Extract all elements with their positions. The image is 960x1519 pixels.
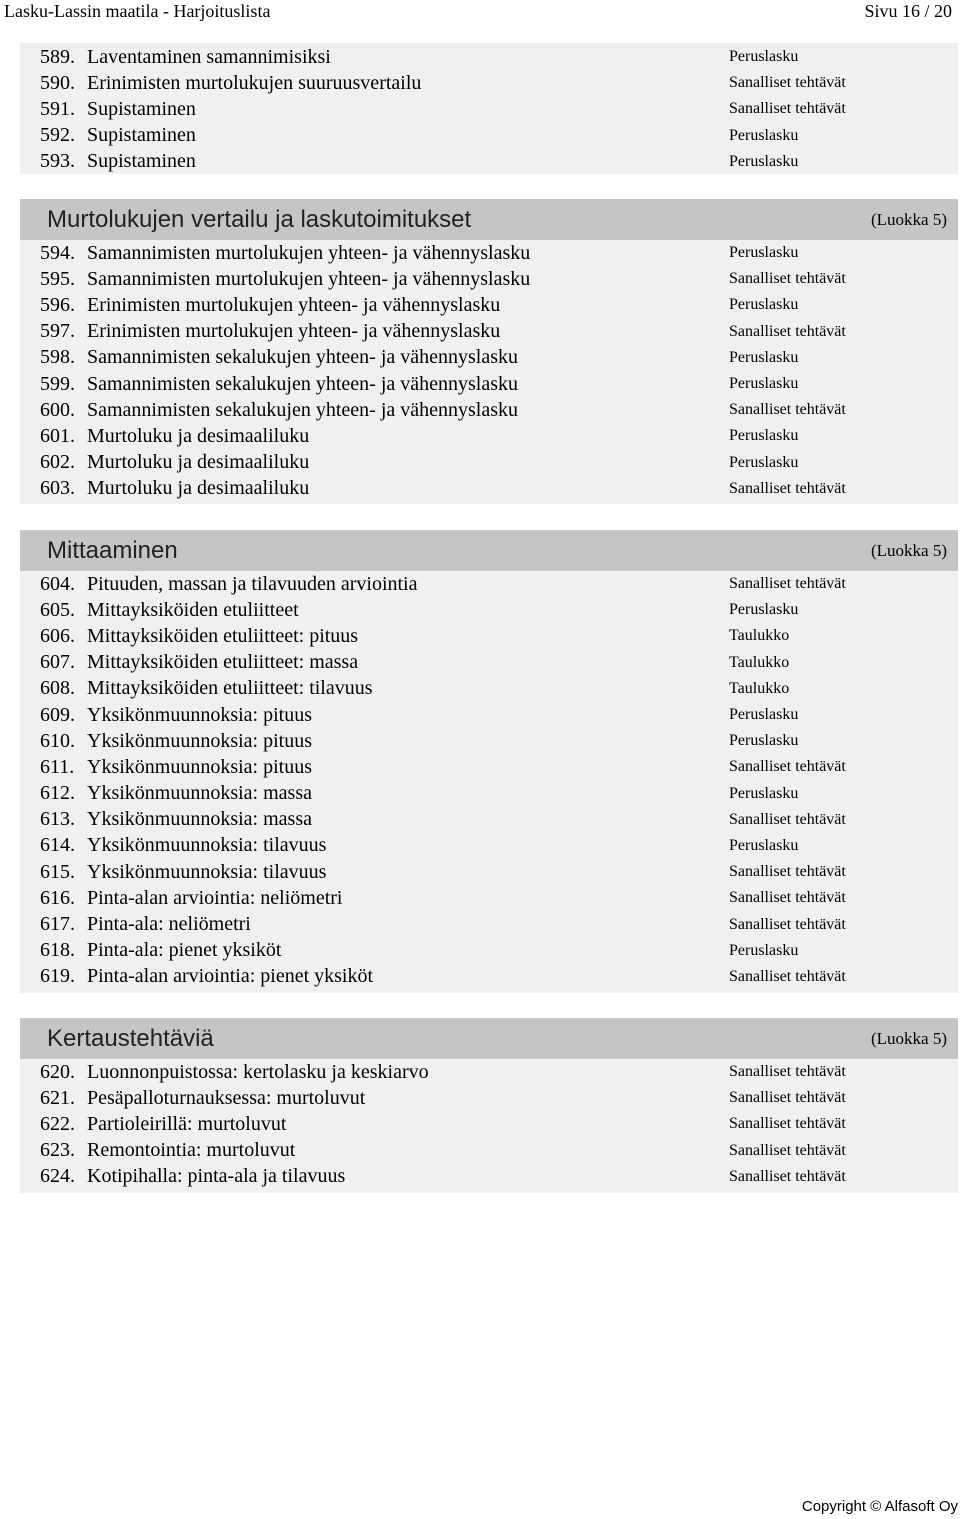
exercise-type: Sanalliset tehtävät (729, 401, 846, 419)
exercise-row[interactable] (20, 676, 958, 702)
page-header (4, 0, 952, 22)
exercise-type: Sanalliset tehtävät (729, 1141, 846, 1159)
exercise-number: 608. (40, 677, 75, 700)
exercise-title: Pesäpalloturnauksessa: murtoluvut (87, 1086, 366, 1109)
exercise-number: 612. (40, 782, 75, 805)
exercise-title: Murtoluku ja desimaaliluku (87, 424, 310, 447)
exercise-title: Samannimisten murtolukujen yhteen- ja vähennyslasku (87, 241, 531, 264)
exercise-title: Erinimisten murtolukujen yhteen- ja vähennyslasku (87, 293, 501, 316)
exercise-row[interactable] (20, 728, 958, 754)
exercise-row[interactable] (20, 476, 958, 502)
exercise-type: Peruslasku (729, 126, 799, 144)
exercise-type: Sanalliset tehtävät (729, 575, 846, 593)
exercise-title: Mittayksiköiden etuliitteet: massa (87, 651, 359, 674)
exercise-title: Supistaminen (87, 124, 196, 147)
document-title: Lasku-Lassin maatila - Harjoituslista (4, 0, 271, 21)
exercise-row[interactable] (20, 1164, 958, 1190)
exercise-title: Samannimisten sekalukujen yhteen- ja vähennyslasku (87, 372, 519, 395)
exercise-title: Remontointia: murtoluvut (87, 1139, 296, 1162)
exercise-type: Taulukko (729, 627, 790, 645)
page-number: Sivu 16 / 20 (864, 0, 952, 21)
exercise-number: 622. (40, 1112, 75, 1135)
exercise-row[interactable] (20, 1111, 958, 1137)
exercise-type: Sanalliset tehtävät (729, 479, 846, 497)
exercise-title: Partioleirillä: murtoluvut (87, 1112, 287, 1135)
exercise-title: Erinimisten murtolukujen suuruusvertailu (87, 71, 422, 94)
exercise-row[interactable] (20, 70, 958, 96)
exercise-number: 591. (40, 97, 75, 120)
exercise-title: Samannimisten sekalukujen yhteen- ja vähennyslasku (87, 346, 519, 369)
exercise-type: Sanalliset tehtävät (729, 863, 846, 881)
exercise-list (20, 1059, 958, 1190)
exercise-row[interactable] (20, 859, 958, 885)
exercise-row[interactable] (20, 96, 958, 122)
exercise-row[interactable] (20, 807, 958, 833)
exercise-type: Sanalliset tehtävät (729, 1167, 846, 1185)
exercise-row[interactable] (20, 702, 958, 728)
exercise-title: Murtoluku ja desimaaliluku (87, 451, 310, 474)
exercise-type: Peruslasku (729, 941, 799, 959)
exercise-number: 603. (40, 477, 75, 500)
exercise-row[interactable] (20, 833, 958, 859)
exercise-row[interactable] (20, 397, 958, 423)
section-header (20, 1018, 958, 1059)
exercise-type: Peruslasku (729, 375, 799, 393)
exercise-title: Mittayksiköiden etuliitteet: tilavuus (87, 677, 373, 700)
exercise-type: Peruslasku (729, 836, 799, 854)
exercise-title: Luonnonpuistossa: kertolasku ja keskiarvo (87, 1060, 429, 1083)
exercise-row[interactable] (20, 240, 958, 266)
exercise-type: Peruslasku (729, 427, 799, 445)
exercise-number: 607. (40, 651, 75, 674)
exercise-type: Peruslasku (729, 453, 799, 471)
section-measurement (20, 530, 958, 993)
exercise-row[interactable] (20, 623, 958, 649)
exercise-type: Peruslasku (729, 348, 799, 366)
exercise-row[interactable] (20, 911, 958, 937)
exercise-number: 615. (40, 860, 75, 883)
exercise-list (20, 43, 958, 175)
section-fractions (20, 199, 958, 504)
exercise-number: 621. (40, 1086, 75, 1109)
exercise-title: Mittayksiköiden etuliitteet: pituus (87, 624, 359, 647)
exercise-title: Mittayksiköiden etuliitteet (87, 598, 299, 621)
exercise-type: Peruslasku (729, 152, 799, 170)
copyright-footer: Copyright © Alfasoft Oy (801, 1498, 958, 1515)
section-grade: (Luokka 5) (870, 1028, 947, 1048)
exercise-type: Sanalliset tehtävät (729, 1089, 846, 1107)
exercise-title: Yksikönmuunnoksia: pituus (87, 729, 313, 752)
exercise-title: Yksikönmuunnoksia: massa (87, 782, 312, 805)
exercise-row[interactable] (20, 650, 958, 676)
exercise-row[interactable] (20, 781, 958, 807)
section-header (20, 530, 958, 571)
exercise-type: Peruslasku (729, 706, 799, 724)
exercise-title: Samannimisten murtolukujen yhteen- ja vähennyslasku (87, 267, 531, 290)
exercise-number: 590. (40, 71, 75, 94)
exercise-number: 592. (40, 124, 75, 147)
exercise-type: Peruslasku (729, 784, 799, 802)
exercise-title: Pinta-ala: pienet yksiköt (87, 939, 282, 962)
section-header (20, 199, 958, 240)
exercise-number: 593. (40, 150, 75, 173)
exercise-title: Yksikönmuunnoksia: tilavuus (87, 834, 327, 857)
exercise-title: Erinimisten murtolukujen yhteen- ja vähennyslasku (87, 320, 501, 343)
exercise-title: Supistaminen (87, 150, 196, 173)
exercise-number: 596. (40, 293, 75, 316)
exercise-type: Peruslasku (729, 601, 799, 619)
exercise-type: Sanalliset tehtävät (729, 915, 846, 933)
exercise-type: Taulukko (729, 653, 790, 671)
exercise-title: Murtoluku ja desimaaliluku (87, 477, 310, 500)
exercise-row[interactable] (20, 1085, 958, 1111)
exercise-title: Yksikönmuunnoksia: pituus (87, 703, 313, 726)
exercise-number: 617. (40, 913, 75, 936)
exercise-title: Supistaminen (87, 97, 196, 120)
exercise-row[interactable] (20, 885, 958, 911)
section-title: Murtolukujen vertailu ja laskutoimitukset (47, 205, 472, 233)
exercise-type: Peruslasku (729, 244, 799, 262)
exercise-row[interactable] (20, 319, 958, 345)
exercise-type: Sanalliset tehtävät (729, 74, 846, 92)
exercise-number: 604. (40, 572, 75, 595)
exercise-row[interactable] (20, 450, 958, 476)
exercise-row[interactable] (20, 597, 958, 623)
exercise-row[interactable] (20, 345, 958, 371)
exercise-title: Pituuden, massan ja tilavuuden arviointia (87, 572, 418, 595)
exercise-number: 613. (40, 808, 75, 831)
exercise-block-continued (20, 43, 958, 174)
exercise-row[interactable] (20, 149, 958, 175)
section-review (20, 1018, 958, 1193)
exercise-row[interactable] (20, 938, 958, 964)
exercise-number: 598. (40, 346, 75, 369)
exercise-title: Kotipihalla: pinta-ala ja tilavuus (87, 1165, 346, 1188)
exercise-type: Peruslasku (729, 48, 799, 66)
exercise-number: 611. (40, 755, 75, 778)
exercise-list (20, 240, 958, 502)
exercise-type: Sanalliset tehtävät (729, 810, 846, 828)
exercise-number: 597. (40, 320, 75, 343)
exercise-row[interactable] (20, 44, 958, 70)
exercise-type: Sanalliset tehtävät (729, 1063, 846, 1081)
exercise-number: 601. (40, 424, 75, 447)
exercise-type: Taulukko (729, 679, 790, 697)
exercise-type: Peruslasku (729, 296, 799, 314)
exercise-type: Sanalliset tehtävät (729, 889, 846, 907)
exercise-type: Sanalliset tehtävät (729, 967, 846, 985)
exercise-type: Sanalliset tehtävät (729, 758, 846, 776)
exercise-row[interactable] (20, 964, 958, 990)
exercise-row[interactable] (20, 1059, 958, 1085)
exercise-number: 605. (40, 598, 75, 621)
section-title: Mittaaminen (47, 536, 178, 564)
section-grade: (Luokka 5) (870, 540, 947, 560)
exercise-type: Sanalliset tehtävät (729, 1115, 846, 1133)
exercise-number: 595. (40, 267, 75, 290)
exercise-title: Yksikönmuunnoksia: massa (87, 808, 312, 831)
exercise-type: Sanalliset tehtävät (729, 322, 846, 340)
exercise-number: 624. (40, 1165, 75, 1188)
exercise-title: Pinta-alan arviointia: neliömetri (87, 886, 343, 909)
exercise-type: Peruslasku (729, 732, 799, 750)
exercise-number: 610. (40, 729, 75, 752)
exercise-title: Yksikönmuunnoksia: tilavuus (87, 860, 327, 883)
exercise-number: 600. (40, 398, 75, 421)
exercise-type: Sanalliset tehtävät (729, 270, 846, 288)
exercise-title: Pinta-ala: neliömetri (87, 913, 251, 936)
exercise-number: 623. (40, 1139, 75, 1162)
exercise-row[interactable] (20, 571, 958, 597)
exercise-row[interactable] (20, 754, 958, 780)
exercise-number: 589. (40, 45, 75, 68)
exercise-number: 594. (40, 241, 75, 264)
exercise-row[interactable] (20, 423, 958, 449)
exercise-number: 609. (40, 703, 75, 726)
exercise-type: Sanalliset tehtävät (729, 100, 846, 118)
exercise-number: 602. (40, 451, 75, 474)
exercise-title: Laventaminen samannimisiksi (87, 45, 331, 68)
exercise-title: Yksikönmuunnoksia: pituus (87, 755, 313, 778)
exercise-row[interactable] (20, 266, 958, 292)
exercise-row[interactable] (20, 1138, 958, 1164)
exercise-title: Pinta-alan arviointia: pienet yksiköt (87, 965, 374, 988)
exercise-number: 606. (40, 624, 75, 647)
exercise-list (20, 571, 958, 990)
section-title: Kertaustehtäviä (47, 1024, 214, 1052)
exercise-number: 618. (40, 939, 75, 962)
exercise-row[interactable] (20, 292, 958, 318)
exercise-number: 620. (40, 1060, 75, 1083)
exercise-title: Samannimisten sekalukujen yhteen- ja vähennyslasku (87, 398, 519, 421)
exercise-number: 616. (40, 886, 75, 909)
exercise-number: 619. (40, 965, 75, 988)
section-grade: (Luokka 5) (870, 209, 947, 229)
exercise-row[interactable] (20, 371, 958, 397)
exercise-number: 614. (40, 834, 75, 857)
exercise-number: 599. (40, 372, 75, 395)
exercise-row[interactable] (20, 123, 958, 149)
